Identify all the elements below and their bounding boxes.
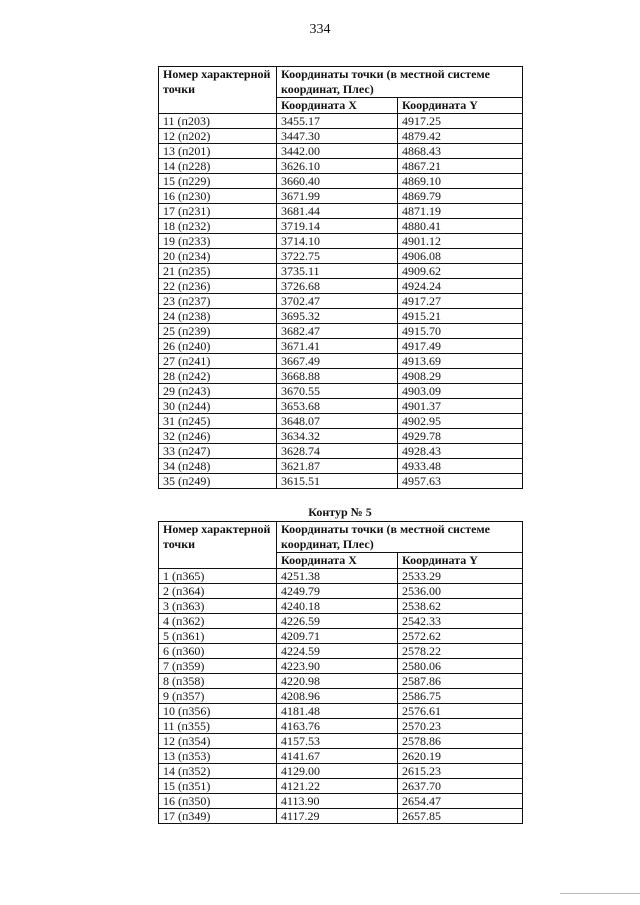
- cell-y: 4928.43: [398, 444, 523, 459]
- cell-y: 2657.85: [398, 809, 523, 824]
- cell-y: 2620.19: [398, 749, 523, 764]
- cell-x: 4157.53: [277, 734, 398, 749]
- table-row: [159, 144, 523, 159]
- cell-y: 2586.75: [398, 689, 523, 704]
- cell-x: 4163.76: [277, 719, 398, 734]
- cell-point: 24 (п238): [159, 309, 277, 324]
- table-row: [159, 719, 523, 734]
- cell-x: 3628.74: [277, 444, 398, 459]
- header-coordinates: Координаты точки (в местной системе координат, Плес): [277, 67, 523, 98]
- table-row: [159, 114, 523, 129]
- cell-point: 7 (п359): [159, 659, 277, 674]
- cell-point: 31 (п245): [159, 414, 277, 429]
- cell-point: 12 (п354): [159, 734, 277, 749]
- table-row: [159, 189, 523, 204]
- cell-x: 4141.67: [277, 749, 398, 764]
- cell-y: 4924.24: [398, 279, 523, 294]
- cell-x: 4249.79: [277, 584, 398, 599]
- table-row: [159, 569, 523, 584]
- cell-x: 3714.10: [277, 234, 398, 249]
- cell-x: 3668.88: [277, 369, 398, 384]
- cell-y: 2542.33: [398, 614, 523, 629]
- cell-y: 2570.23: [398, 719, 523, 734]
- cell-y: 4929.78: [398, 429, 523, 444]
- cell-point: 9 (п357): [159, 689, 277, 704]
- cell-y: 2580.06: [398, 659, 523, 674]
- table-row: [159, 809, 523, 824]
- table-row: [159, 659, 523, 674]
- table-row: [159, 599, 523, 614]
- cell-x: 4117.29: [277, 809, 398, 824]
- table-row: [159, 264, 523, 279]
- table-row: [159, 689, 523, 704]
- cell-y: 4915.70: [398, 324, 523, 339]
- cell-point: 27 (п241): [159, 354, 277, 369]
- cell-point: 8 (п358): [159, 674, 277, 689]
- cell-point: 18 (п232): [159, 219, 277, 234]
- cell-x: 3735.11: [277, 264, 398, 279]
- cell-x: 4220.98: [277, 674, 398, 689]
- cell-y: 4879.42: [398, 129, 523, 144]
- cell-y: 4906.08: [398, 249, 523, 264]
- table-row: [159, 414, 523, 429]
- cell-x: 3660.40: [277, 174, 398, 189]
- cell-point: 15 (п229): [159, 174, 277, 189]
- cell-point: 14 (п228): [159, 159, 277, 174]
- cell-point: 3 (п363): [159, 599, 277, 614]
- cell-y: 4917.49: [398, 339, 523, 354]
- cell-x: 3653.68: [277, 399, 398, 414]
- cell-x: 4240.18: [277, 599, 398, 614]
- cell-point: 34 (п248): [159, 459, 277, 474]
- cell-y: 2654.47: [398, 794, 523, 809]
- cell-point: 11 (п203): [159, 114, 277, 129]
- cell-y: 4957.63: [398, 474, 523, 489]
- table-row: [159, 704, 523, 719]
- cell-x: 3726.68: [277, 279, 398, 294]
- table-row: [159, 429, 523, 444]
- table-row: [159, 779, 523, 794]
- table-row: [159, 129, 523, 144]
- cell-y: 2578.86: [398, 734, 523, 749]
- cell-y: 4903.09: [398, 384, 523, 399]
- cell-x: 3648.07: [277, 414, 398, 429]
- table-row: [159, 399, 523, 414]
- cell-y: 2572.62: [398, 629, 523, 644]
- cell-y: 4913.69: [398, 354, 523, 369]
- cell-point: 16 (п230): [159, 189, 277, 204]
- header-point-number: Номер характерной точки: [159, 67, 277, 114]
- table-row: [159, 234, 523, 249]
- cell-x: 3670.55: [277, 384, 398, 399]
- header-coordinate-x: Координата X: [277, 98, 398, 114]
- cell-point: 10 (п356): [159, 704, 277, 719]
- coordinates-table-2-body: [159, 522, 523, 824]
- cell-x: 4121.22: [277, 779, 398, 794]
- contour-title: Контур № 5: [308, 505, 372, 519]
- cell-x: 4251.38: [277, 569, 398, 584]
- cell-x: 3634.32: [277, 429, 398, 444]
- table-row: [159, 294, 523, 309]
- cell-x: 3671.99: [277, 189, 398, 204]
- table-row: [159, 674, 523, 689]
- cell-x: 3621.87: [277, 459, 398, 474]
- cell-point: 13 (п353): [159, 749, 277, 764]
- cell-y: 4933.48: [398, 459, 523, 474]
- cell-x: 4129.00: [277, 764, 398, 779]
- cell-y: 4868.43: [398, 144, 523, 159]
- cell-x: 3722.75: [277, 249, 398, 264]
- cell-point: 14 (п352): [159, 764, 277, 779]
- cell-point: 16 (п350): [159, 794, 277, 809]
- cell-x: 3626.10: [277, 159, 398, 174]
- table-row: [159, 764, 523, 779]
- cell-point: 20 (п234): [159, 249, 277, 264]
- table-row: [159, 249, 523, 264]
- table-row: [159, 354, 523, 369]
- table-row: [159, 159, 523, 174]
- coordinates-table-1-body: [159, 67, 523, 489]
- cell-x: 3681.44: [277, 204, 398, 219]
- cell-x: 3695.32: [277, 309, 398, 324]
- header-coordinates: Координаты точки (в местной системе координат, Плес): [277, 522, 523, 553]
- cell-y: 4871.19: [398, 204, 523, 219]
- header-coordinate-y: Координата Y: [398, 553, 523, 569]
- scan-edge-line: [560, 893, 640, 894]
- table-row: [159, 174, 523, 189]
- cell-x: 4224.59: [277, 644, 398, 659]
- table-row: [159, 734, 523, 749]
- cell-x: 4226.59: [277, 614, 398, 629]
- cell-point: 28 (п242): [159, 369, 277, 384]
- cell-x: 3442.00: [277, 144, 398, 159]
- table-row: [159, 474, 523, 489]
- cell-point: 4 (п362): [159, 614, 277, 629]
- cell-x: 3615.51: [277, 474, 398, 489]
- table-row: [159, 794, 523, 809]
- cell-y: 2576.61: [398, 704, 523, 719]
- cell-x: 4208.96: [277, 689, 398, 704]
- cell-y: 4917.25: [398, 114, 523, 129]
- cell-point: 6 (п360): [159, 644, 277, 659]
- cell-y: 4901.12: [398, 234, 523, 249]
- cell-point: 5 (п361): [159, 629, 277, 644]
- cell-y: 2533.29: [398, 569, 523, 584]
- cell-point: 21 (п235): [159, 264, 277, 279]
- table-row: [159, 324, 523, 339]
- cell-point: 11 (п355): [159, 719, 277, 734]
- cell-point: 22 (п236): [159, 279, 277, 294]
- cell-point: 26 (п240): [159, 339, 277, 354]
- cell-y: 2578.22: [398, 644, 523, 659]
- cell-x: 3682.47: [277, 324, 398, 339]
- cell-y: 4902.95: [398, 414, 523, 429]
- table-row: [159, 629, 523, 644]
- cell-x: 4209.71: [277, 629, 398, 644]
- cell-point: 23 (п237): [159, 294, 277, 309]
- cell-y: 4908.29: [398, 369, 523, 384]
- cell-y: 4917.27: [398, 294, 523, 309]
- table-row: [159, 614, 523, 629]
- page-number: 334: [309, 22, 331, 37]
- header-coordinate-y: Координата Y: [398, 98, 523, 114]
- cell-y: 2536.00: [398, 584, 523, 599]
- cell-x: 4181.48: [277, 704, 398, 719]
- cell-x: 3455.17: [277, 114, 398, 129]
- cell-y: 4869.79: [398, 189, 523, 204]
- table-row: [159, 459, 523, 474]
- table-row: [159, 309, 523, 324]
- table-row: [159, 749, 523, 764]
- table-row: [159, 339, 523, 354]
- cell-y: 2615.23: [398, 764, 523, 779]
- cell-y: 4915.21: [398, 309, 523, 324]
- table-row: [159, 644, 523, 659]
- cell-x: 3702.47: [277, 294, 398, 309]
- table-row: [159, 204, 523, 219]
- table-row: [159, 219, 523, 234]
- cell-point: 1 (п365): [159, 569, 277, 584]
- cell-y: 2637.70: [398, 779, 523, 794]
- cell-y: 4909.62: [398, 264, 523, 279]
- cell-y: 4869.10: [398, 174, 523, 189]
- cell-point: 15 (п351): [159, 779, 277, 794]
- cell-y: 4867.21: [398, 159, 523, 174]
- cell-point: 33 (п247): [159, 444, 277, 459]
- cell-point: 2 (п364): [159, 584, 277, 599]
- table-row: [159, 369, 523, 384]
- table-header-row: [159, 522, 523, 553]
- cell-x: 3719.14: [277, 219, 398, 234]
- cell-point: 19 (п233): [159, 234, 277, 249]
- table-row: [159, 279, 523, 294]
- cell-point: 17 (п231): [159, 204, 277, 219]
- coordinates-table-1: [158, 66, 523, 489]
- table-row: [159, 444, 523, 459]
- cell-x: 3671.41: [277, 339, 398, 354]
- cell-point: 13 (п201): [159, 144, 277, 159]
- cell-x: 3447.30: [277, 129, 398, 144]
- cell-point: 25 (п239): [159, 324, 277, 339]
- table-row: [159, 384, 523, 399]
- cell-y: 2587.86: [398, 674, 523, 689]
- table-header-row: [159, 67, 523, 98]
- cell-point: 35 (п249): [159, 474, 277, 489]
- coordinates-table-2: [158, 521, 523, 824]
- header-coordinate-x: Координата X: [277, 553, 398, 569]
- cell-point: 29 (п243): [159, 384, 277, 399]
- cell-y: 4880.41: [398, 219, 523, 234]
- cell-point: 12 (п202): [159, 129, 277, 144]
- table-row: [159, 584, 523, 599]
- header-point-number: Номер характерной точки: [159, 522, 277, 569]
- cell-point: 32 (п246): [159, 429, 277, 444]
- cell-x: 4113.90: [277, 794, 398, 809]
- cell-y: 4901.37: [398, 399, 523, 414]
- cell-x: 4223.90: [277, 659, 398, 674]
- cell-x: 3667.49: [277, 354, 398, 369]
- cell-point: 17 (п349): [159, 809, 277, 824]
- cell-point: 30 (п244): [159, 399, 277, 414]
- cell-y: 2538.62: [398, 599, 523, 614]
